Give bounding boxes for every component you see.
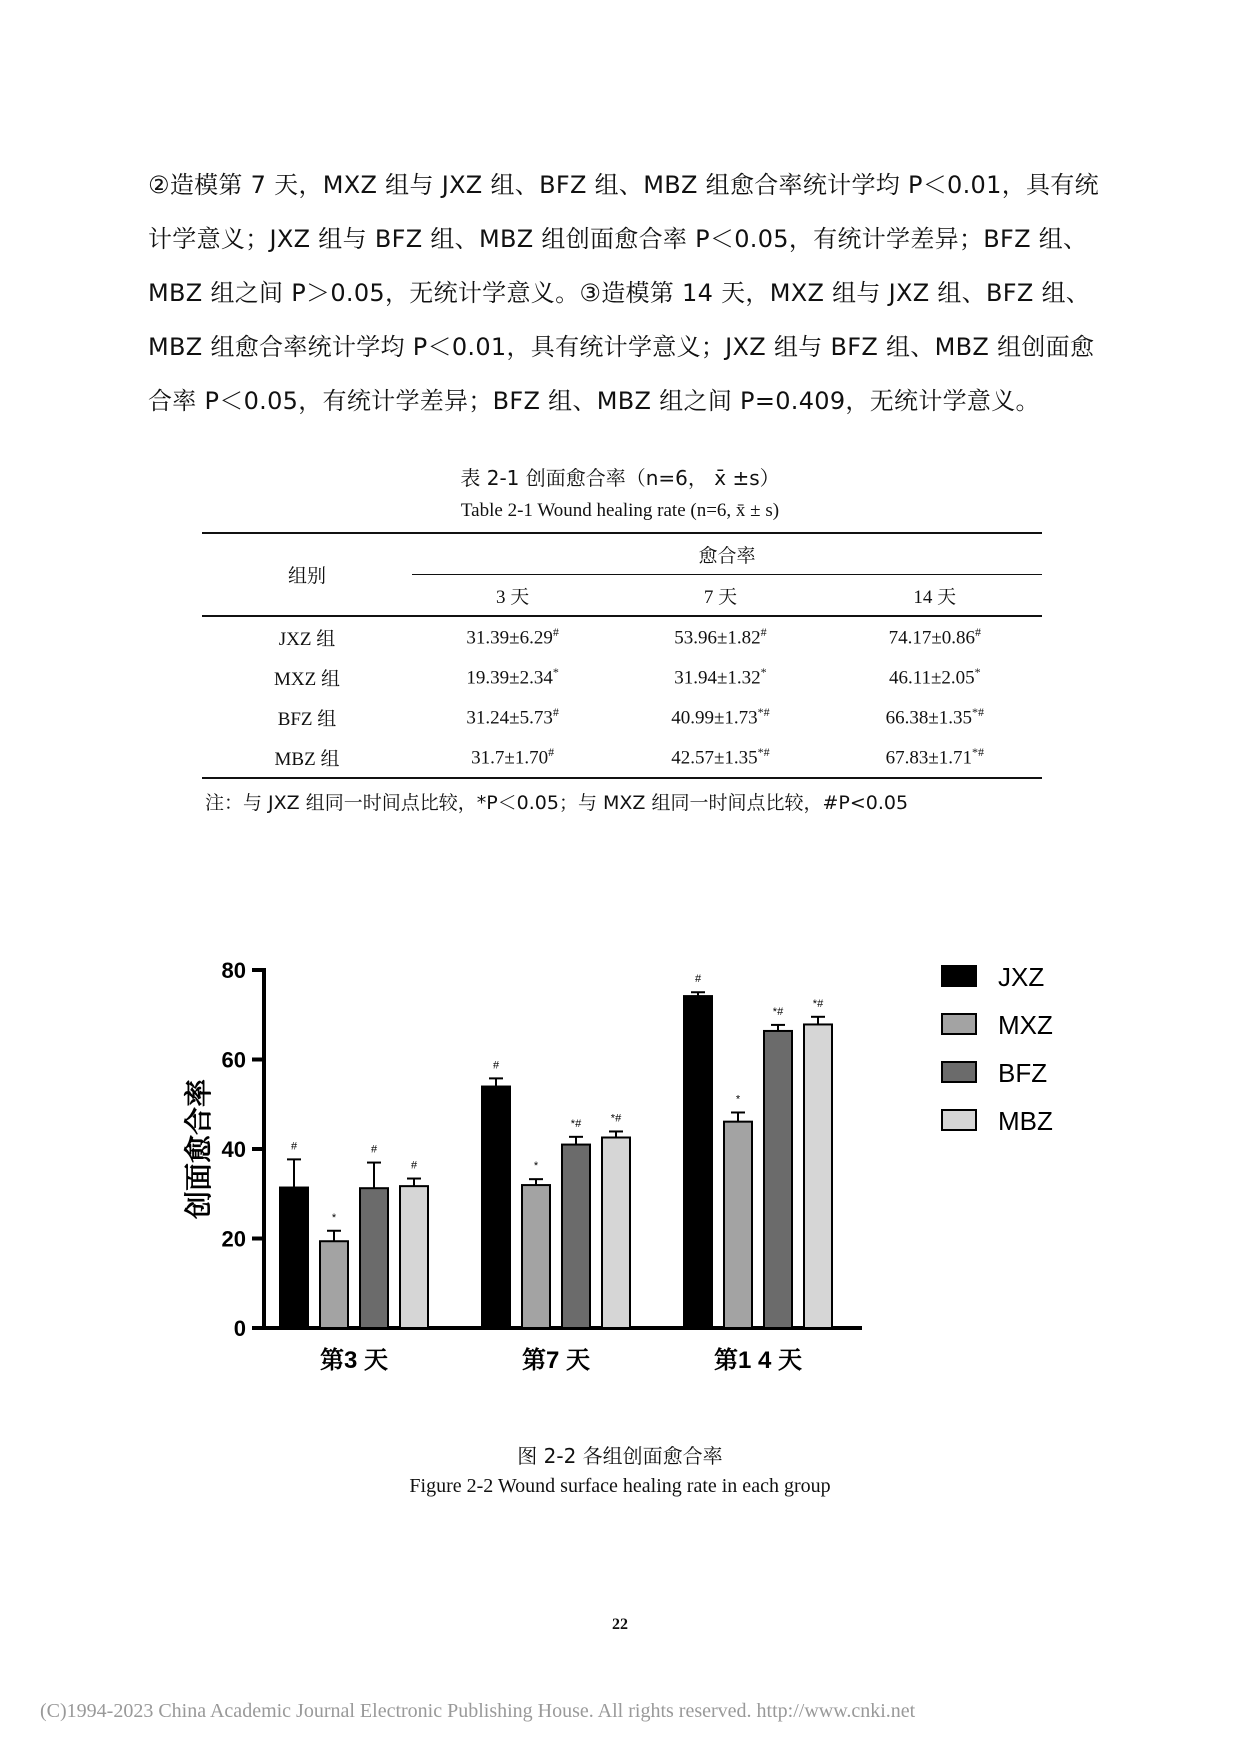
significance-mark: *# <box>610 1112 622 1125</box>
cell-group: BFZ 组 <box>277 708 337 730</box>
significance-mark: * <box>533 1160 539 1173</box>
y-tick-label: 60 <box>221 1047 246 1073</box>
legend-swatch <box>942 966 976 986</box>
cell-value: 40.99±1.73*# <box>671 704 770 729</box>
y-tick-label: 0 <box>233 1316 246 1341</box>
col-header-day7: 7 天 <box>613 575 827 617</box>
legend-swatch <box>942 1014 976 1034</box>
legend-label: JXZ <box>998 962 1045 992</box>
paragraph-line: ②造模第 7 天，MXZ 组与 JXZ 组、BFZ 组、MBZ 组愈合率统计学均 P＜0.01，具有统 <box>148 171 1099 199</box>
col-header-day3: 3 天 <box>412 575 613 617</box>
cell-value: 19.39±2.34* <box>466 664 559 689</box>
bar <box>804 1024 832 1328</box>
table-note: 注：与 JXZ 组同一时间点比较，*P＜0.05；与 MXZ 组同一时间点比较，#P<0.05 <box>205 792 909 814</box>
x-tick-label: 第1 4 天 <box>713 1347 803 1374</box>
cell-group: JXZ 组 <box>278 628 336 650</box>
paragraph-line: MBZ 组愈合率统计学均 P＜0.01，具有统计学意义；JXZ 组与 BFZ 组、MBZ 组创面愈 <box>148 333 1095 361</box>
cell-group: MXZ 组 <box>274 668 340 690</box>
body-paragraph <box>148 158 1098 428</box>
legend-label: BFZ <box>998 1058 1048 1088</box>
paragraph-line: 计学意义；JXZ 组与 BFZ 组、MBZ 组创面愈合率 P＜0.05，有统计学差异；BFZ 组、 <box>148 225 1088 253</box>
significance-mark: # <box>370 1143 378 1156</box>
figure-caption-cn: 图 2-2 各组创面愈合率 <box>517 1444 723 1468</box>
table-row <box>202 616 1042 657</box>
legend-label: MXZ <box>998 1010 1053 1040</box>
bar <box>724 1122 752 1328</box>
legend-swatch <box>942 1062 976 1082</box>
copyright-footer: (C)1994-2023 China Academic Journal Electronic Publishing House. All rights reserved. http://www.cnki.net <box>40 1700 916 1722</box>
y-tick-label: 20 <box>221 1226 246 1252</box>
healing-rate-bar-chart <box>170 940 1070 1380</box>
table-caption-cn: 表 2-1 创面愈合率（n=6， x̄ ±s） <box>460 466 780 490</box>
cell-value: 42.57±1.35*# <box>613 737 827 778</box>
y-axis-label: 创面愈合率 <box>183 1078 214 1220</box>
bar <box>684 996 712 1328</box>
cell-value: 53.96±1.82# <box>674 624 767 649</box>
healing-rate-table <box>202 532 1042 779</box>
legend-swatch <box>942 1110 976 1130</box>
page-number: 22 <box>612 1616 628 1633</box>
significance-mark: # <box>410 1159 418 1172</box>
bar <box>764 1031 792 1328</box>
cell-value: 31.39±6.29# <box>466 624 559 649</box>
cell-value: 31.94±1.32* <box>674 664 767 689</box>
bar <box>602 1137 630 1328</box>
bar <box>482 1087 510 1328</box>
significance-mark: # <box>492 1059 500 1072</box>
bar <box>360 1188 388 1328</box>
figure-caption-en: Figure 2-2 Wound surface healing rate in each group <box>409 1475 831 1497</box>
significance-mark: # <box>694 973 702 986</box>
cell-value: 67.83±1.71*# <box>828 737 1042 778</box>
rate-header: 愈合率 <box>412 533 1042 575</box>
significance-mark: *# <box>772 1005 784 1018</box>
y-tick-label: 80 <box>221 958 246 983</box>
cell-value: 46.11±2.05* <box>888 664 981 689</box>
table-row <box>202 737 1042 778</box>
significance-mark: *# <box>812 997 824 1010</box>
table-caption-en: Table 2-1 Wound healing rate (n=6, x̄ ± s) <box>460 500 780 521</box>
cell-value: 31.24±5.73# <box>466 704 559 729</box>
bar <box>400 1186 428 1328</box>
cell-value: 74.17±0.86# <box>888 624 982 649</box>
significance-mark: * <box>735 1093 741 1106</box>
group-header: 组别 <box>202 533 412 616</box>
col-header-day14: 14 天 <box>828 575 1042 617</box>
bar <box>280 1188 308 1328</box>
significance-mark: # <box>290 1140 298 1153</box>
cell-value: 31.7±1.70# <box>412 737 613 778</box>
bar <box>562 1145 590 1328</box>
y-tick-label: 40 <box>221 1137 246 1162</box>
bar <box>320 1241 348 1328</box>
paragraph-line: 合率 P＜0.05，有统计学差异；BFZ 组、MBZ 组之间 P=0.409，无统计学意义。 <box>148 387 1040 415</box>
paragraph-line: MBZ 组之间 P＞0.05，无统计学意义。③造模第 14 天，MXZ 组与 JXZ 组、BFZ 组、 <box>148 279 1091 307</box>
table-row <box>202 657 1042 697</box>
cell-value: 66.38±1.35*# <box>885 704 985 729</box>
significance-mark: * <box>331 1211 337 1224</box>
cell-group: MBZ 组 <box>202 737 412 778</box>
x-tick-label: 第7 天 <box>521 1347 591 1374</box>
bar <box>522 1185 550 1328</box>
table-row <box>202 697 1042 737</box>
legend-label: MBZ <box>998 1106 1053 1136</box>
x-tick-label: 第3 天 <box>319 1347 389 1374</box>
significance-mark: *# <box>570 1117 582 1130</box>
